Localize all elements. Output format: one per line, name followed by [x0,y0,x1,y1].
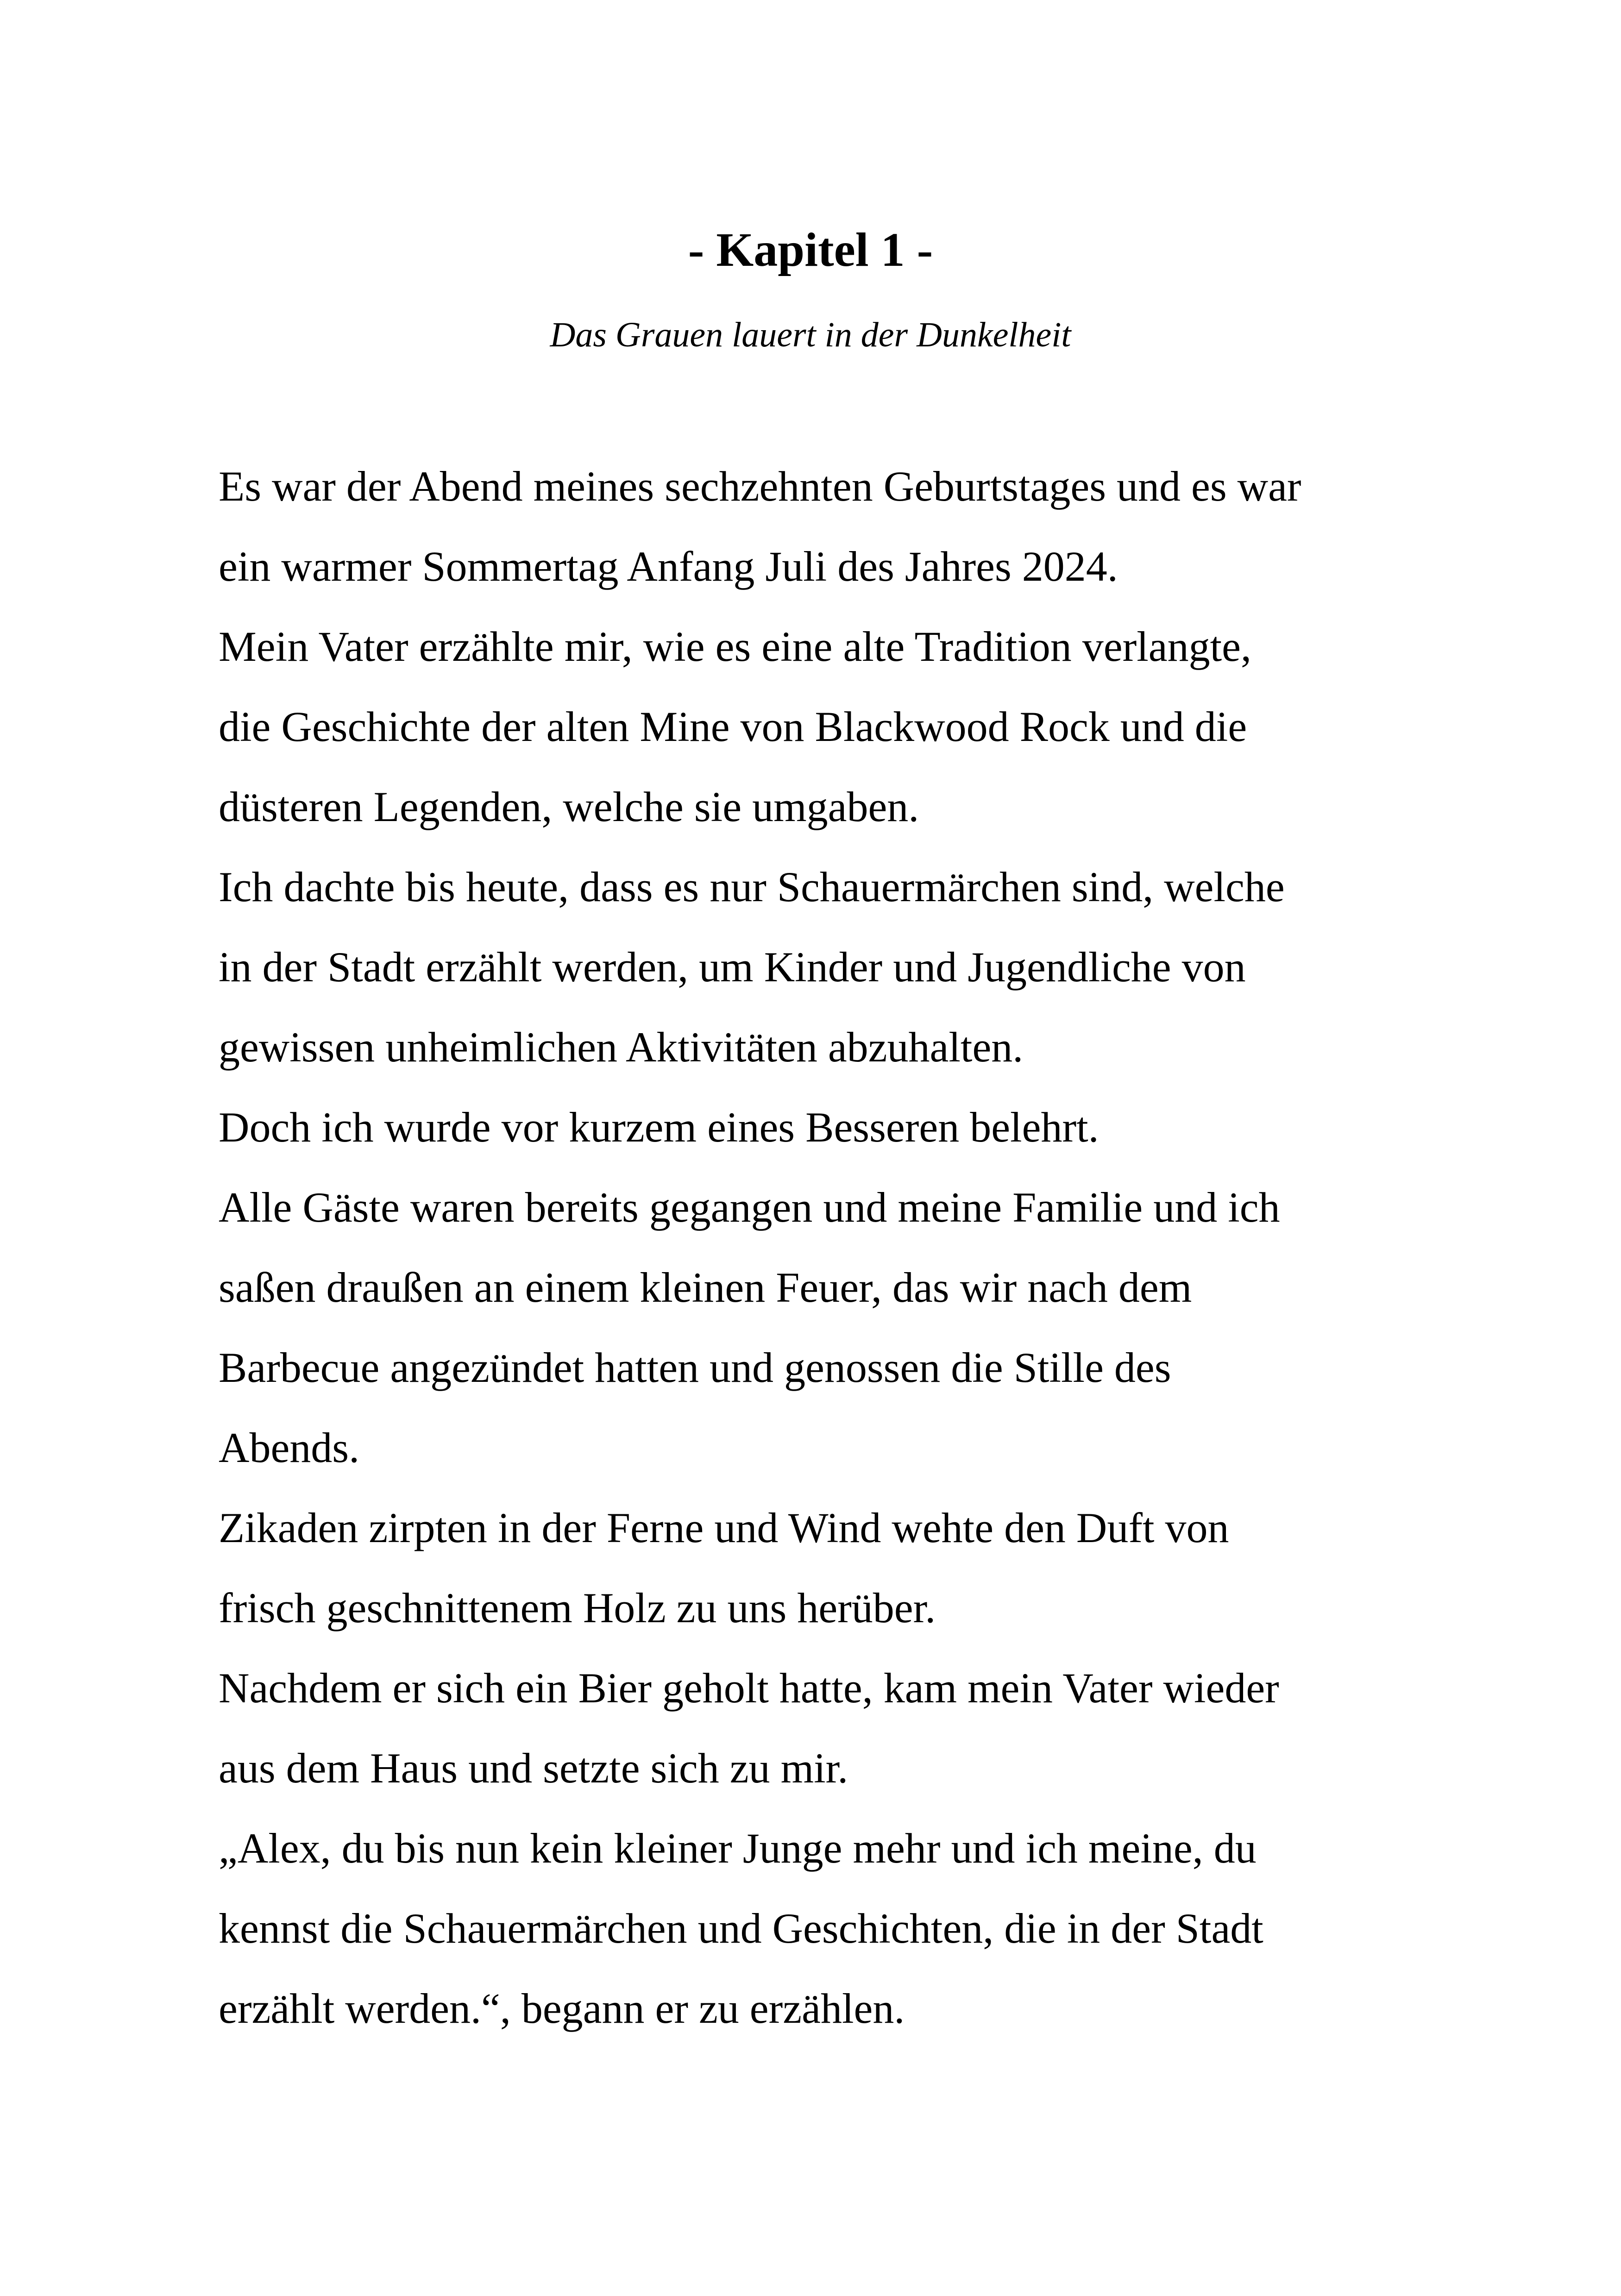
text-line: frisch geschnittenem Holz zu uns herüber. [219,1584,936,1631]
text-line: ein warmer Sommertag Anfang Juli des Jahres 2024. [219,543,1118,590]
text-line: Es war der Abend meines sechzehnten Geburtstages und es war [219,463,1301,510]
text-line: Doch ich wurde vor kurzem eines Besseren belehrt. [219,1104,1099,1151]
chapter-title: - Kapitel 1 - [688,223,933,276]
text-line: Alle Gäste waren bereits gegangen und meine Familie und ich [219,1184,1280,1231]
text-line: die Geschichte der alten Mine von Blackwood Rock und die [219,703,1247,750]
text-line: Zikaden zirpten in der Ferne und Wind wehte den Duft von [219,1504,1229,1551]
text-line: Ich dachte bis heute, dass es nur Schauermärchen sind, welche [219,863,1285,910]
text-line: kennst die Schauermärchen und Geschichten, die in der Stadt [219,1905,1263,1952]
text-line: erzählt werden.“, begann er zu erzählen. [219,1985,905,2032]
text-line: aus dem Haus und setzte sich zu mir. [219,1744,848,1792]
text-line: Barbecue angezündet hatten und genossen die Stille des [219,1344,1171,1391]
text-line: gewissen unheimlichen Aktivitäten abzuhalten. [219,1023,1024,1071]
text-line: Abends. [219,1424,360,1471]
story-text [219,458,1469,2061]
chapter-subtitle: Das Grauen lauert in der Dunkelheit [550,315,1071,354]
text-line: Nachdem er sich ein Bier geholt hatte, kam mein Vater wieder [219,1664,1279,1712]
text-line: düsteren Legenden, welche sie umgaben. [219,783,919,830]
text-line: in der Stadt erzählt werden, um Kinder und Jugendliche von [219,943,1246,991]
text-line: Mein Vater erzählte mir, wie es eine alte Tradition verlangte, [219,623,1252,670]
text-line: „Alex, du bis nun kein kleiner Junge mehr und ich meine, du [219,1825,1257,1872]
text-line: saßen draußen an einem kleinen Feuer, das wir nach dem [219,1264,1192,1311]
